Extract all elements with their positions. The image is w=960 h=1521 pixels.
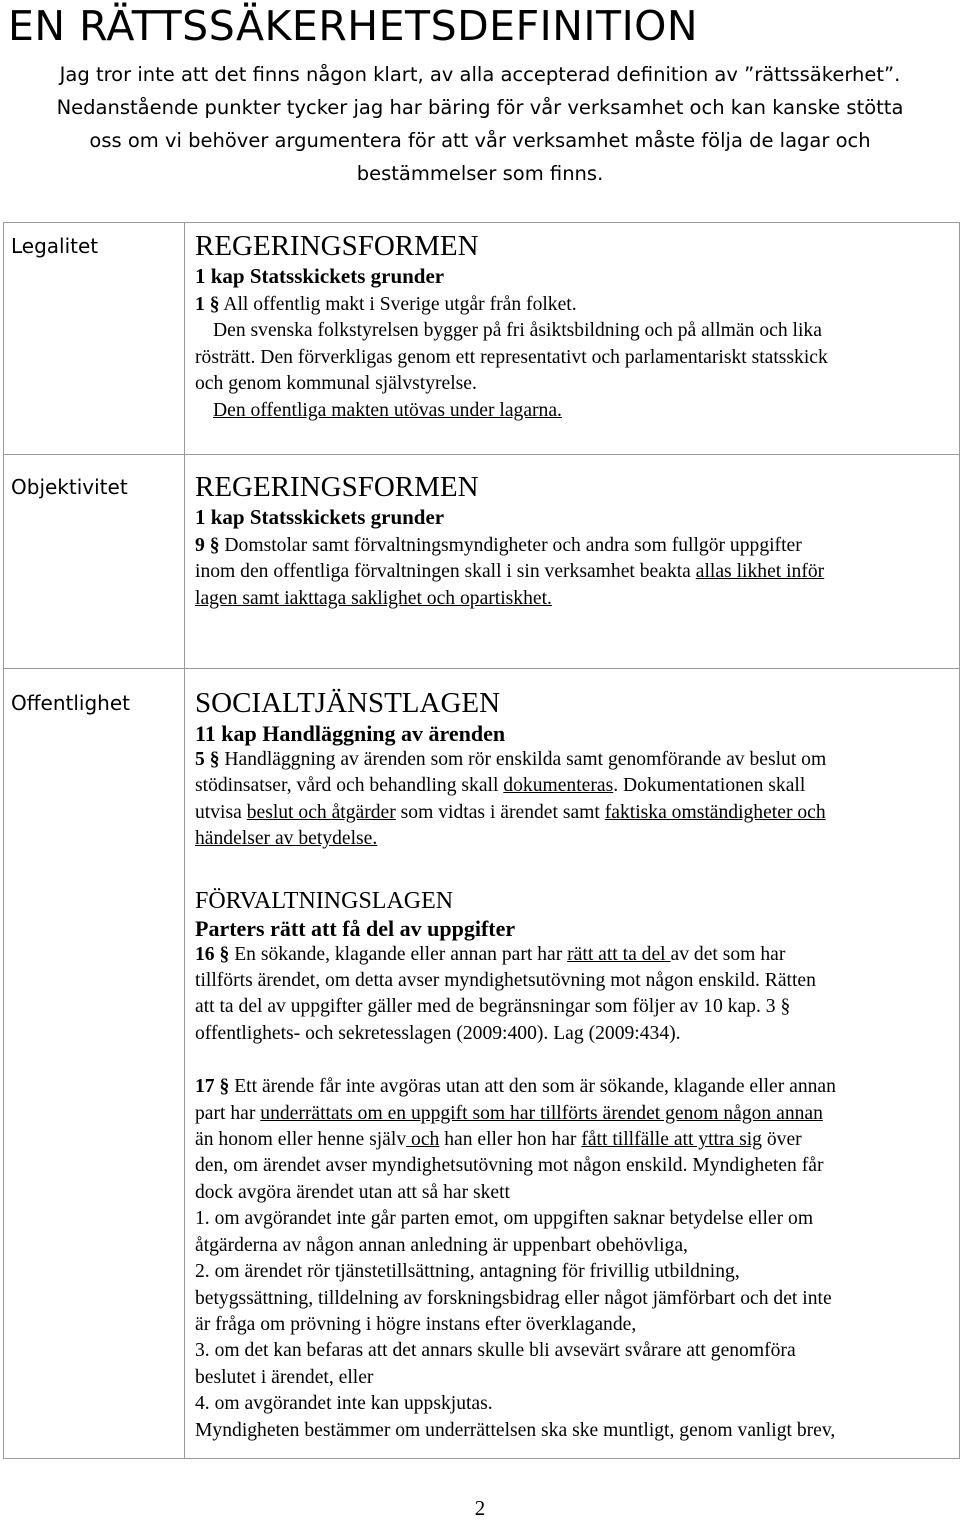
paragraph-text: Handläggning av ärenden som rör enskilda samt genomförande av beslut om [224,749,827,770]
row-label-cell [4,669,185,1459]
list-item: 1. om avgörandet inte går parten emot, om uppgiften saknar betydelse eller om [195,1208,814,1230]
paragraph-text: dock avgöra ärendet utan att så har skett [195,1181,511,1203]
row-label-cell [4,223,185,455]
underlined-text: faktiska omständigheter och [604,801,826,823]
underlined-text: och [406,1129,440,1151]
paragraph-text: En sökande, klagande eller annan part har [234,943,568,965]
table-row [4,223,960,455]
list-item: 2. om ärendet rör tjänstetillsättning, antagning för frivillig utbildning, [195,1261,740,1283]
paragraph-text: Myndigheten bestämmer om underrättelsen ska ske muntligt, genom vanligt brev, [195,1419,836,1441]
list-item: åtgärderna av någon annan anledning är uppenbart obehövliga, [195,1234,688,1256]
list-item: 4. om avgörandet inte kan uppskjutas. [195,1393,493,1415]
paragraph-text: och genom kommunal självstyrelse. [195,373,477,395]
chapter-heading: 1 kap Statsskickets grunder [195,264,445,288]
intro-line: Nedanstående punkter tycker jag har bäring för vår verksamhet och kan kanske stötta [56,96,904,119]
intro-line: Jag tror inte att det finns någon klart, av alla accepterad definition av ”rättssäkerhet”. [59,63,901,86]
paragraph-text: Den offentliga makten utövas under lagarna. [213,399,562,421]
paragraph-text: . Dokumentationen skall [613,775,806,797]
row-content-cell [185,455,960,669]
paragraph-number: 17 § [195,1076,230,1098]
paragraph-text: den, om ärendet avser myndighetsutövning mot någon enskild. Myndigheten får [195,1155,824,1177]
paragraph-number: 1 § [195,294,220,315]
underlined-text: fått tillfälle att yttra sig [581,1129,762,1151]
paragraph-text: utvisa [195,801,247,823]
paragraph-text: att ta del av uppgifter gäller med de begränsningar som följer av 10 kap. 3 § [195,996,791,1018]
intro-paragraph [0,58,960,190]
label-offentlighet: Offentlighet [11,691,130,715]
paragraph-text: han eller hon har [439,1129,582,1151]
paragraph-text: All offentlig makt i Sverige utgår från folket. [223,294,577,315]
law-heading: SOCIALTJÄNSTLAGEN [195,687,501,719]
chapter-heading: 11 kap Handläggning av ärenden [195,721,506,746]
law-heading: REGERINGSFORMEN [195,230,479,262]
page-number: 2 [474,1496,486,1520]
underlined-text: händelser av betydelse. [195,828,378,850]
row-content-cell [185,669,960,1459]
chapter-heading: 1 kap Statsskickets grunder [195,505,445,529]
underlined-text: underrättats om en uppgift som har tillförts ärendet genom någon annan [260,1102,823,1124]
paragraph-text: inom den offentliga förvaltningen skall i sin verksamhet beakta [195,561,696,583]
paragraph-text: part har [195,1102,261,1124]
intro-line: bestämmelser som finns. [356,162,604,185]
intro-line: oss om vi behöver argumentera för att vår verksamhet måste följa de lagar och [89,129,871,152]
paragraph-text: Domstolar samt förvaltningsmyndigheter och andra som fullgör uppgifter [224,535,802,556]
paragraph-text: av det som har [670,943,786,965]
paragraph-text: som vidtas i ärendet samt [395,801,605,823]
paragraph-text: än honom eller henne själv [195,1129,407,1151]
underlined-text: lagen samt iakttaga saklighet och opartiskhet. [195,587,552,609]
paragraph-text: stödinsatser, vård och behandling skall [195,775,504,797]
table-row [4,455,960,669]
row-label-cell [4,455,185,669]
paragraph-text: över [761,1129,802,1151]
paragraph-text: offentlighets- och sekretesslagen (2009:400). Lag (2009:434). [195,1022,681,1044]
underlined-text: rätt att ta del [567,943,671,965]
row-content-cell [185,223,960,455]
paragraph-text: tillförts ärendet, om detta avser myndighetsutövning mot någon enskild. Rätten [195,970,816,992]
list-item: 3. om det kan befaras att det annars skulle bli avsevärt svårare att genomföra [195,1340,796,1362]
paragraph-number: 16 § [195,943,230,965]
table-row [4,669,960,1459]
underlined-text: beslut och åtgärder [246,801,396,823]
label-legalitet: Legalitet [11,234,99,258]
paragraph-number: 9 § [195,535,220,556]
paragraph-text: Ett ärende får inte avgöras utan att den som är sökande, klagande eller annan [234,1076,836,1098]
chapter-heading: Parters rätt att få del av uppgifter [195,915,516,941]
list-item: beslutet i ärendet, eller [195,1366,374,1388]
paragraph-text: rösträtt. Den förverkligas genom ett representativt och parlamentariskt statsskick [195,346,828,368]
paragraph-number: 5 § [195,749,220,770]
paragraph-text: Den svenska folkstyrelsen bygger på fri åsiktsbildning och på allmän och lika [213,320,822,342]
law-heading: REGERINGSFORMEN [195,471,479,503]
underlined-text: dokumenteras [503,775,614,797]
underlined-text: allas likhet inför [695,561,825,583]
document-title: EN RÄTTSSÄKERHETSDEFINITION [8,2,699,50]
list-item: betygssättning, tilldelning av forskningsbidrag eller något jämförbart och det inte [195,1287,832,1309]
principles-table [3,222,960,1459]
list-item: är fråga om prövning i högre instans efter överklagande, [195,1313,637,1335]
label-objektivitet: Objektivitet [11,475,128,499]
law-heading: FÖRVALTNINGSLAGEN [195,887,454,914]
